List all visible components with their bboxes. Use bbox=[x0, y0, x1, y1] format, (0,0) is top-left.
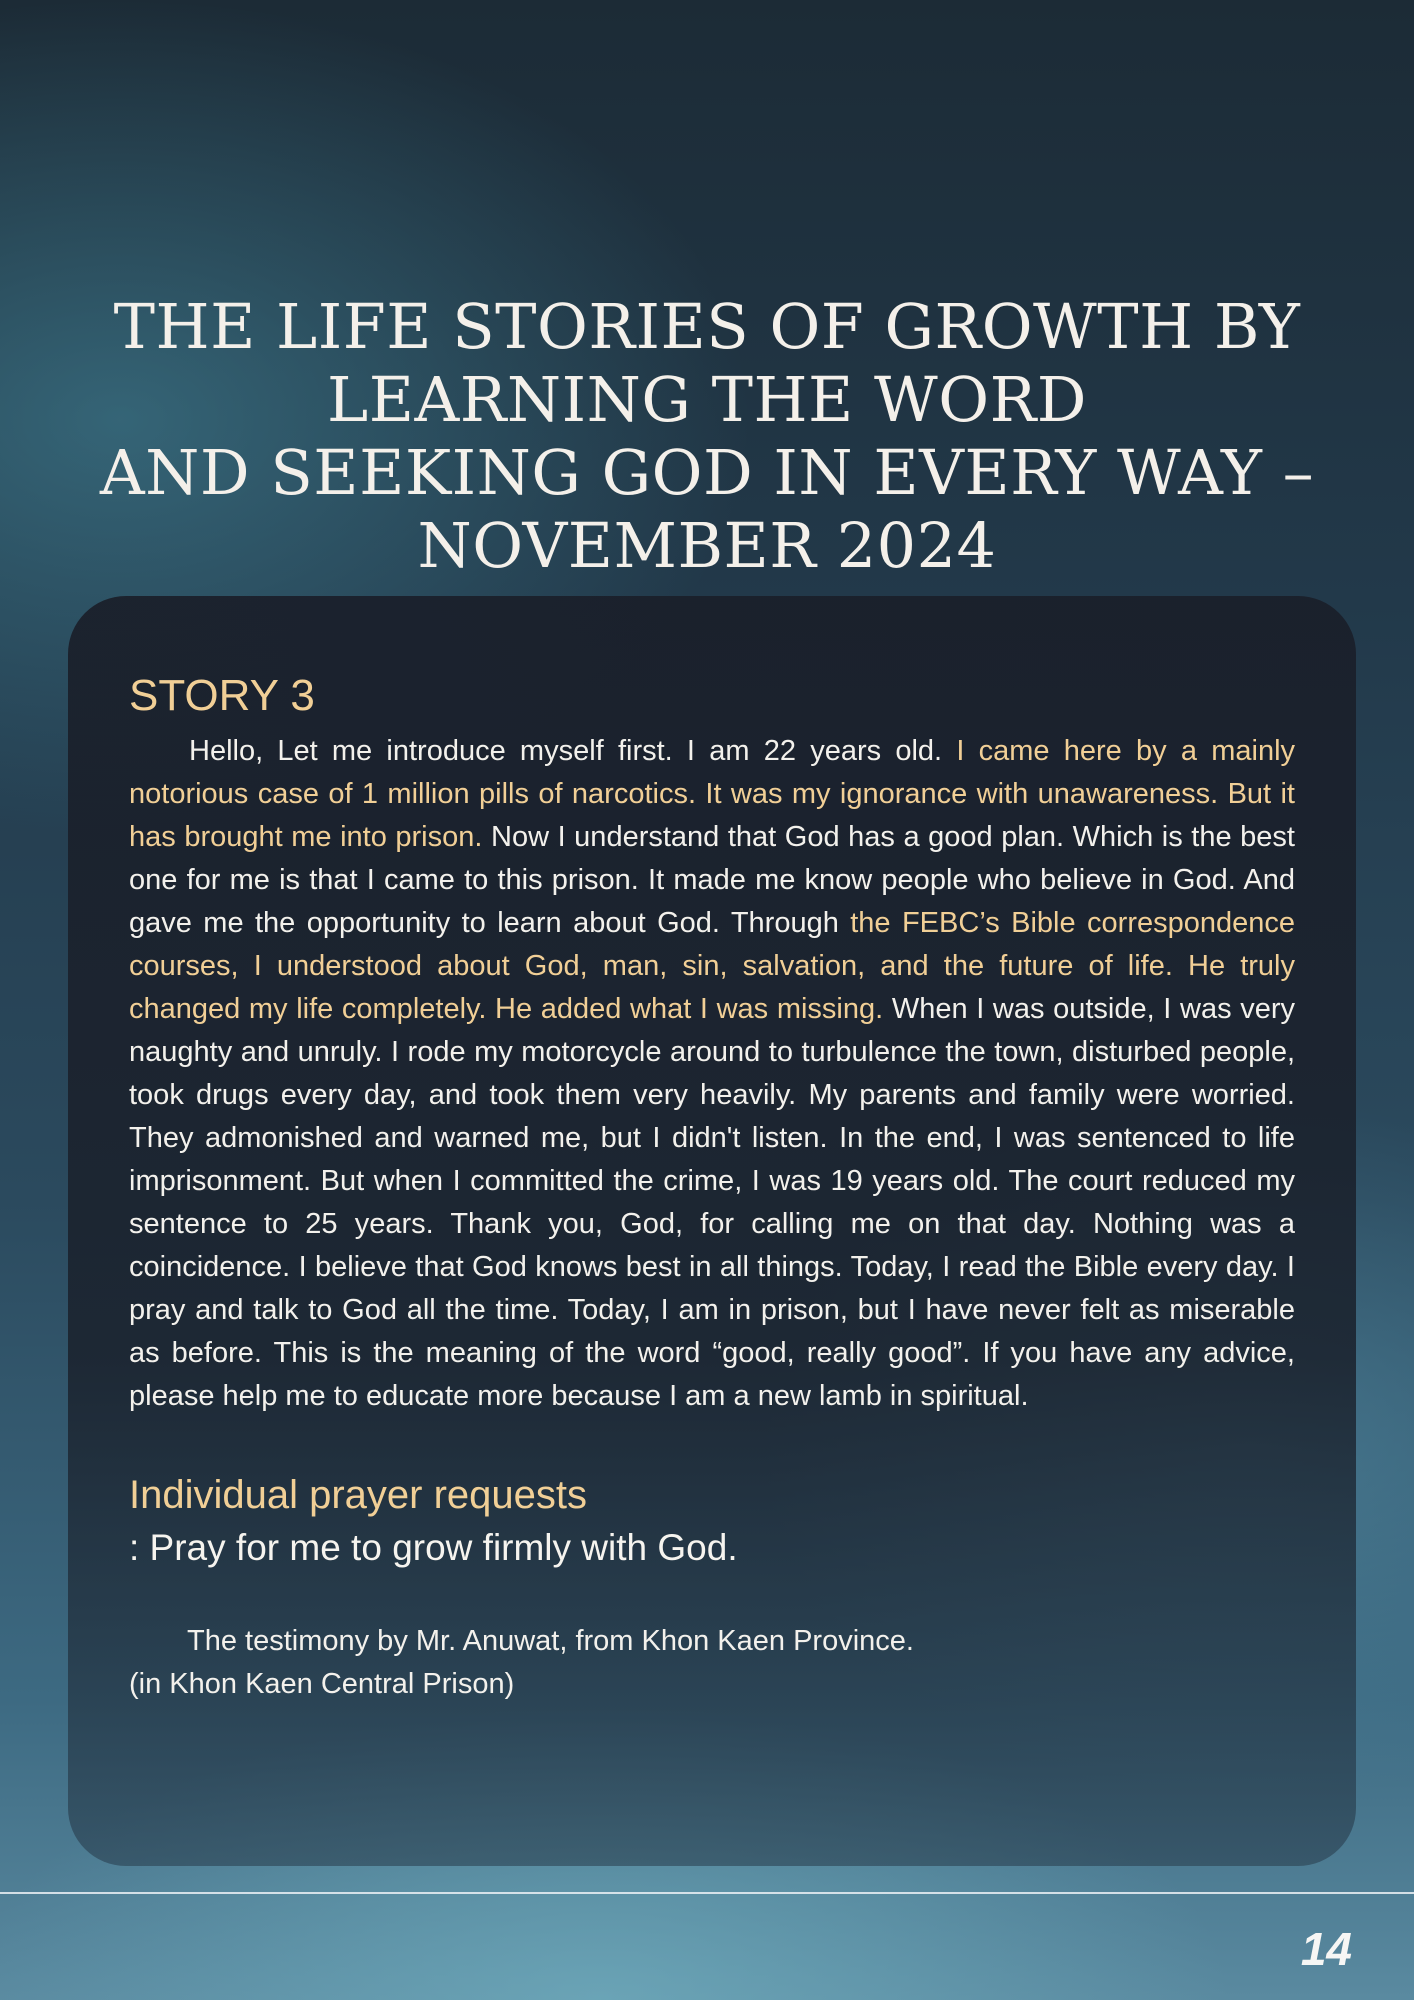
testimony-line-2: (in Khon Kaen Central Prison) bbox=[129, 1668, 515, 1700]
title-line-2: LEARNING THE WORD bbox=[327, 363, 1087, 436]
story-content bbox=[129, 668, 1295, 1706]
testimony-credit bbox=[129, 1620, 1295, 1706]
story-heading: STORY 3 bbox=[129, 671, 315, 720]
story-text: Hello, Let me introduce myself first. I am 22 years old. bbox=[189, 735, 957, 767]
story-text: Now I understand that God has a good plan. Which is the best one for me is that I came to this prison. It made me know people who believe in God. And gave me the opportunity to learn about God. Through bbox=[129, 821, 1295, 939]
testimony-line-1: The testimony by Mr. Anuwat, from Khon Kaen Province. bbox=[187, 1625, 914, 1657]
page-number: 14 bbox=[1300, 1923, 1352, 1975]
story-highlight: I came here by a mainly notorious case of 1 million pills of narcotics. It was my ignorance with unawareness. But it has brought me into prison. bbox=[129, 735, 1296, 853]
story-highlight: the FEBC’s Bible correspondence courses, I understood about God, man, sin, salvation, and the future of life. He truly changed my life completely. He added what I was missing. bbox=[129, 907, 1296, 1025]
page-title bbox=[80, 290, 1334, 582]
prayer-heading: Individual prayer requests bbox=[129, 1473, 588, 1517]
footer-divider bbox=[0, 1892, 1414, 1894]
title-line-4: NOVEMBER 2024 bbox=[417, 509, 997, 582]
story-text: When I was outside, I was very naughty and unruly. I rode my motorcycle around to turbulence the town, disturbed people, took drugs every day, and took them very heavily. My parents and family were worried. They admonished and warned me, but I didn't listen. In the end, I was sentenced to life imprisonment. But when I committed the crime, I was 19 years old. The court reduced my sentence to 25 years. Thank you, God, for calling me on that day. Nothing was a coincidence. I believe that God knows best in all things. Today, I read the Bible every day. I pray and talk to God all the time. Today, I am in prison, but I have never felt as miserable as before. This is the meaning of the word “good, really good”. If you have any advice, please help me to educate more because I am a new lamb in spiritual. bbox=[129, 993, 1295, 1412]
prayer-text: : Pray for me to grow firmly with God. bbox=[129, 1527, 738, 1568]
story-body bbox=[129, 730, 1295, 1418]
title-line-3: AND SEEKING GOD IN EVERY WAY – bbox=[99, 436, 1315, 509]
title-line-1: THE LIFE STORIES OF GROWTH BY bbox=[113, 290, 1301, 363]
